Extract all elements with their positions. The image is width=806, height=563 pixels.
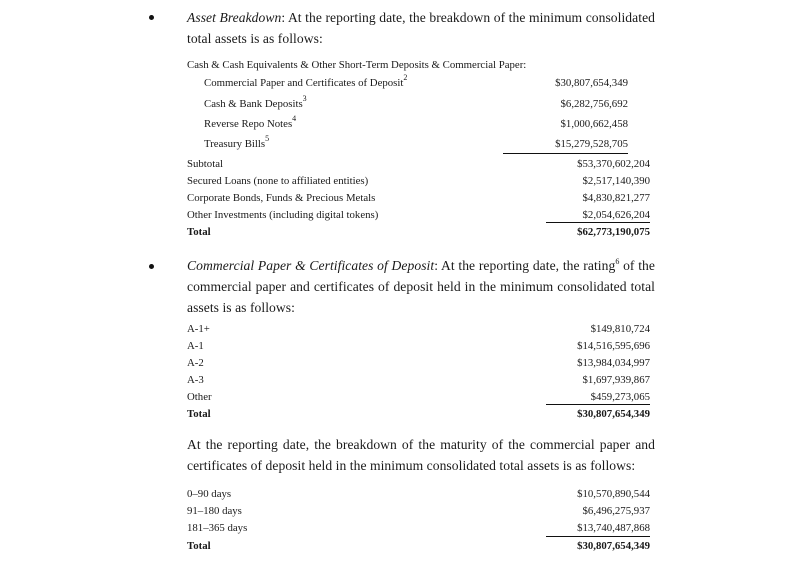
item-label: Secured Loans (none to affiliated entities): [187, 175, 369, 187]
ratings-total-value: $30,807,654,349: [577, 408, 650, 420]
sub-item-value: $15,279,528,705: [555, 138, 628, 150]
item-label: Other Investments (including digital tokens): [187, 209, 379, 221]
maturity-total-label: Total: [187, 540, 211, 552]
item-label: Corporate Bonds, Funds & Precious Metals: [187, 192, 376, 204]
group-heading: Cash & Cash Equivalents & Other Short-Term Deposits & Commercial Paper:: [187, 59, 527, 71]
sub-item-label: Treasury Bills$^5$: [204, 134, 270, 150]
rating-label: Other: [187, 391, 212, 403]
maturity-label: 0–90 days: [187, 488, 232, 500]
total-value: $62,773,190,075: [577, 226, 650, 238]
maturity-total-value: $30,807,654,349: [577, 540, 650, 552]
rating-value: $13,984,034,997: [577, 357, 650, 369]
maturity-label: 91–180 days: [187, 505, 242, 517]
bullet-icon: [149, 15, 154, 20]
sub-item-value: $30,807,654,349: [555, 77, 628, 89]
item-value: $2,054,626,204: [582, 209, 650, 221]
asset-breakdown-title: Asset Breakdown: [187, 10, 282, 25]
ratings-total-rule: [546, 404, 650, 405]
item-value: $2,517,140,390: [582, 175, 650, 187]
maturity-total-rule: [546, 536, 650, 537]
sub-item-value: $1,000,662,458: [560, 118, 628, 130]
rating-label: A-1+: [187, 323, 210, 335]
rating-value: $1,697,939,867: [582, 374, 650, 386]
rating-label: A-1: [187, 340, 204, 352]
maturity-label: 181–365 days: [187, 522, 248, 534]
total-label: Total: [187, 226, 211, 238]
sub-item-label: Commercial Paper and Certificates of Deposit$^2$: [204, 73, 408, 89]
sub-item-value: $6,282,756,692: [560, 98, 628, 110]
rating-value: $149,810,724: [590, 323, 650, 335]
item-value: $4,830,821,277: [582, 192, 650, 204]
rating-value: $14,516,595,696: [577, 340, 650, 352]
maturity-value: $13,740,487,868: [577, 522, 650, 534]
commercial-paper-title: Commercial Paper & Certificates of Deposit: [187, 258, 435, 273]
sub-item-label: Cash & Bank Deposits$^3$: [204, 94, 307, 110]
maturity-value: $10,570,890,544: [577, 488, 650, 500]
bullet-icon: [149, 264, 154, 269]
asset-breakdown-intro: Asset Breakdown: At the reporting date, the breakdown of the minimum consolidated total assets is as follows:: [187, 10, 655, 46]
subtotal-rule: [503, 153, 628, 154]
item-label: Subtotal: [187, 158, 223, 170]
maturity-value: $6,496,275,937: [582, 505, 650, 517]
maturity-intro: At the reporting date, the breakdown of the maturity of the commercial paper and certificates of deposit held in the minimum consolidated total assets is as follows:: [187, 437, 655, 473]
commercial-paper-intro: Commercial Paper & Certificates of Deposit: At the reporting date, the rating$^6$ of the commercial paper and certificates of deposit held in the minimum consolidated total assets is as follows:: [187, 257, 655, 315]
item-value: $53,370,602,204: [577, 158, 650, 170]
total-rule: [546, 222, 650, 223]
rating-value: $459,273,065: [590, 391, 650, 403]
sub-item-label: Reverse Repo Notes$^4$: [204, 114, 297, 130]
rating-label: A-3: [187, 374, 204, 386]
ratings-total-label: Total: [187, 408, 211, 420]
rating-label: A-2: [187, 357, 204, 369]
